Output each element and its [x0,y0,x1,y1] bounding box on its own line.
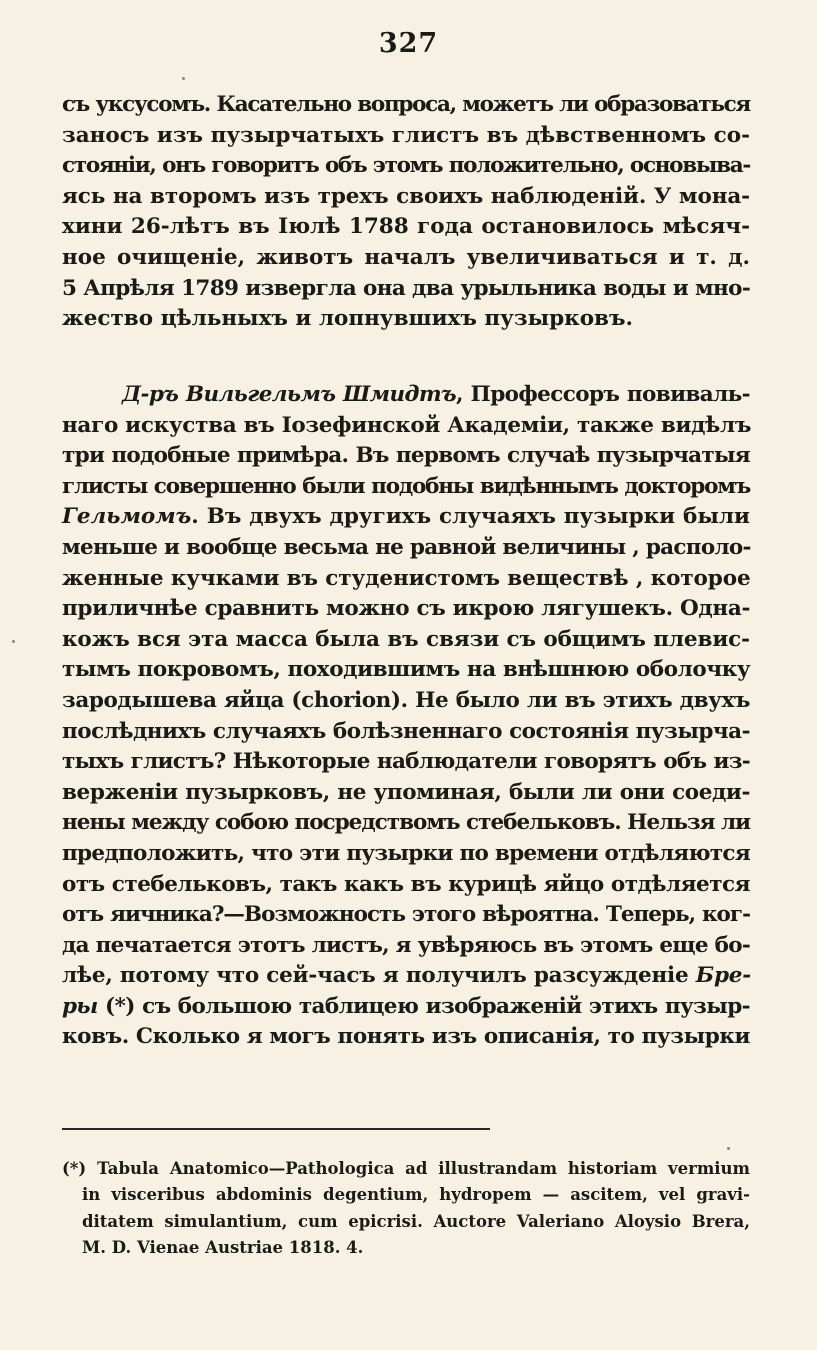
text-line: три подобные примѣра. Въ первомъ случаѣ пузырчатыя [62,443,750,469]
text-line: заносъ изъ пузырчатыхъ глистъ въ дѣвственномъ со- [62,122,750,148]
text-run: (*) съ большою таблицею изображеній этихъ пузыр- [97,993,750,1019]
text-line: стояніи, онъ говоритъ объ этомъ положительно, основыва- [62,153,750,179]
text-run: , Профессоръ повиваль- [456,382,750,407]
footnote-line: (*) Tabula Anatomico—Pathologica ad illustrandam historiam vermium [62,1159,750,1178]
text-run: . Въ двухъ другихъ случаяхъ пузырки были [191,504,750,530]
text-line: верженіи пузырковъ, не упоминая, были ли они соеди- [62,779,750,805]
text-line: женные кучками въ студенистомъ веществѣ , которое [62,565,751,591]
author-name-italic: Д-ръ Вильгельмъ Шмидтъ [122,382,457,407]
text-run: лѣе, потому что сей-часъ я получилъ разсужденіе [62,963,689,989]
paragraph-1 [62,90,750,335]
text-line: послѣднихъ случаяхъ болѣзненнаго состоянія пузырча- [62,718,750,744]
text-line: отъ стебельковъ, такъ какъ въ курицѣ яйцо отдѣляется [62,871,750,897]
text-line: отъ яичника?—Возможность этого вѣроятна. Теперь, ког- [62,902,750,928]
text-line: ясь на второмъ изъ трехъ своихъ наблюденій. У мона- [62,183,750,209]
footnote-separator [62,1128,490,1130]
text-line: меньше и вообще весьма не равной величины , располо- [62,534,751,560]
text-line: да печатается этотъ листъ, я увѣряюсь въ этомъ еще бо- [62,932,751,958]
text-line: приличнѣе сравнить можно съ икрою лягушекъ. Одна- [62,596,751,622]
name-italic: Бре- [695,963,751,989]
text-line: ковъ. Сколько я могъ понять изъ описанія, то пузырки [62,1024,751,1050]
page-number: 327 [378,28,439,59]
text-line [62,961,750,992]
paragraph-2 [62,380,750,1053]
text-line: ное очищеніе, животъ началъ увеличиваться и т. д. [62,244,750,270]
name-italic: ры [62,993,98,1019]
text-line [62,380,750,411]
text-line: съ уксусомъ. Касательно вопроса, можетъ ли образоваться [62,92,750,117]
text-line: глисты совершенно были подобны видѣннымъ докторомъ [62,473,750,499]
text-line: 5 Апрѣля 1789 извергла она два урыльника воды и мно- [62,275,751,301]
paper-speck [727,1147,730,1150]
text-line: тымъ покровомъ, походившимъ на внѣшнюю оболочку [62,657,751,683]
name-italic: Гельмомъ [62,504,192,530]
paper-speck [182,77,185,80]
text-line: нены между собою посредствомъ стебельковъ. Нельзя ли [62,810,751,836]
text-line: зародышева яйца (chorion). Не было ли въ этихъ двухъ [62,687,750,713]
text-line [62,992,750,1023]
footnote-line: M. D. Vienae Austriae 1818. 4. [82,1237,364,1257]
footnote-line: in visceribus abdominis degentium, hydropem — ascitem, vel gravi- [82,1185,750,1205]
text-line: хини 26-лѣтъ въ Іюлѣ 1788 года остановилось мѣсяч- [62,214,750,240]
text-line [62,502,750,533]
text-line: предположить, что эти пузырки по времени отдѣляются [62,840,750,866]
text-line: наго искуства въ Іозефинской Академіи, также видѣлъ [62,412,752,438]
text-line: кожъ вся эта масса была въ связи съ общимъ плевис- [62,626,750,652]
paper-speck [12,640,15,643]
text-line: жество цѣльныхъ и лопнувшихъ пузырковъ. [62,306,633,332]
text-line: тыхъ глистъ? Нѣкоторые наблюдатели говорятъ объ из- [62,749,750,775]
footnote-line: ditatem simulantium, cum epicrisi. Auctore Valeriano Aloysio Brera, [82,1211,750,1231]
footnote [62,1156,750,1261]
